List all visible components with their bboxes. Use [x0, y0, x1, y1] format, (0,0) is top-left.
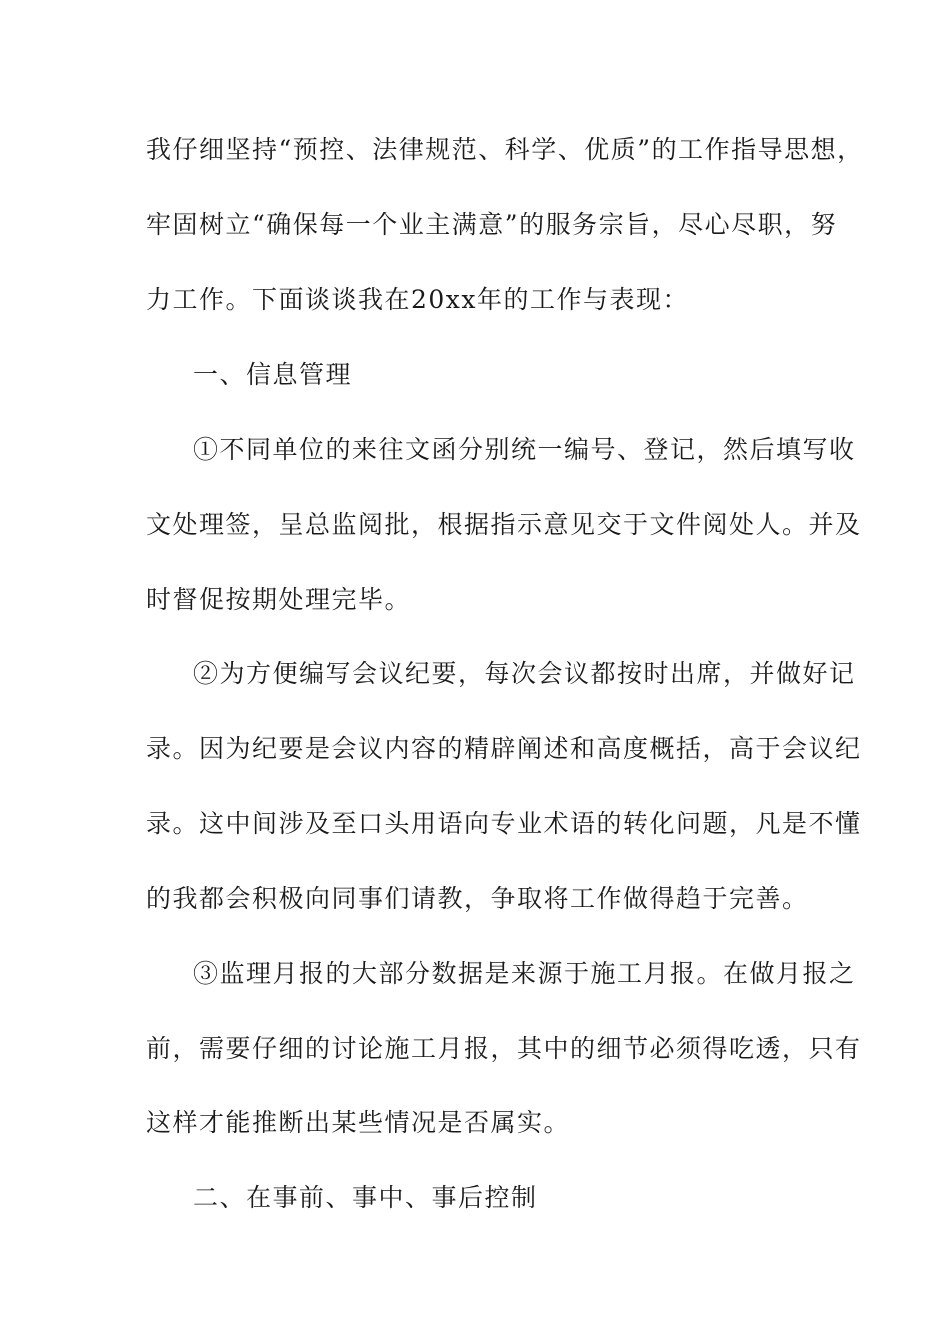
- paragraph-line: 文处理签，呈总监阅批，根据指示意见交于文件阅处人。并及: [146, 510, 862, 539]
- paragraph-line: 牢固树立“确保每一个业主满意”的服务宗旨，尽心尽职，努: [146, 210, 838, 239]
- paragraph-line: ②为方便编写会议纪要，每次会议都按时出席，并做好记: [193, 659, 856, 688]
- section-heading: 二、在事前、事中、事后控制: [193, 1183, 538, 1212]
- paragraph-line: 这样才能推断出某些情况是否属实。: [146, 1108, 571, 1137]
- paragraph-line: ①不同单位的来往文函分别统一编号、登记，然后填写收: [193, 435, 856, 464]
- paragraph-line: 前，需要仔细的讨论施工月报，其中的细节必须得吃透，只有: [146, 1034, 862, 1063]
- paragraph-line: 录。这中间涉及至口头用语向专业术语的转化问题，凡是不懂: [146, 809, 862, 838]
- section-heading: 一、信息管理: [193, 360, 353, 389]
- paragraph-line: 录。因为纪要是会议内容的精辟阐述和高度概括，高于会议纪: [146, 734, 862, 763]
- paragraph-line: 时督促按期处理完毕。: [146, 585, 412, 614]
- paragraph-line: 的我都会积极向同事们请教，争取将工作做得趋于完善。: [146, 884, 809, 913]
- paragraph-line: 我仔细坚持“预控、法律规范、科学、优质”的工作指导思想，: [146, 135, 864, 164]
- paragraph-line: 力工作。下面谈谈我在20xx年的工作与表现：: [146, 285, 690, 314]
- paragraph-line: ③监理月报的大部分数据是来源于施工月报。在做月报之: [193, 959, 856, 988]
